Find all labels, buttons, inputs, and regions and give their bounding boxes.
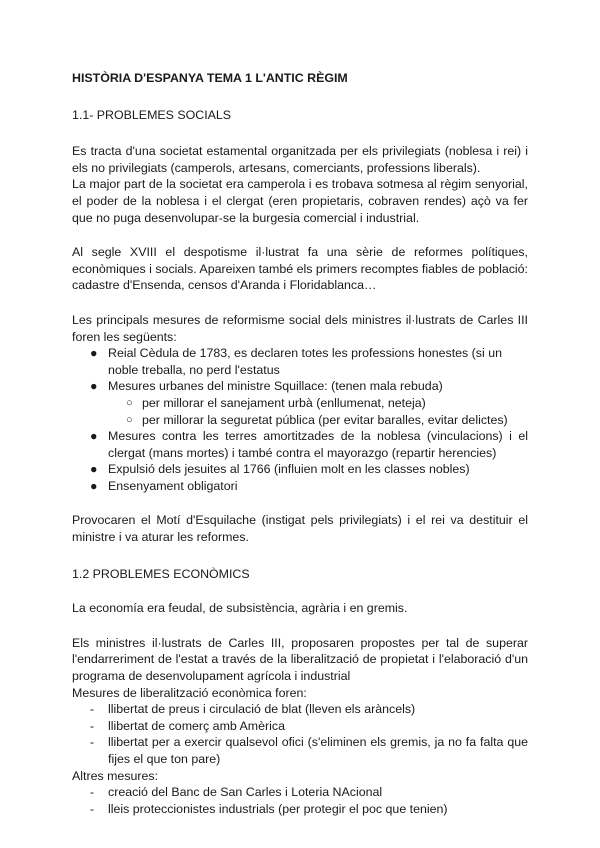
bullet-marker: ● xyxy=(90,429,98,444)
sub-list-item-text: per millorar la seguretat pública (per evitar baralles, evitar delictes) xyxy=(142,412,508,427)
list-item xyxy=(90,378,528,428)
list-item-text: llibertat per a exercir qualsevol ofici (s'eliminen els gremis, ja no fa falta que fijes el que ton pare) xyxy=(108,735,528,766)
paragraph-mesures-reformisme: Les principals mesures de reformisme social dels ministres il·lustrats de Carles III foren les següents: xyxy=(72,312,528,344)
list-item xyxy=(90,734,528,767)
list-item-text: llibertat de comerç amb Amèrica xyxy=(108,718,285,733)
list-item xyxy=(90,718,528,735)
list-item-text: creació del Banc de San Carles i Loteria NAcional xyxy=(108,785,383,800)
bullet-marker: ● xyxy=(90,462,98,477)
sub-bullet-marker: ○ xyxy=(126,413,133,426)
list-item-text: Expulsió dels jesuites al 1766 (influien molt en les classes nobles) xyxy=(108,462,470,477)
paragraph-despotisme-illustrat: Al segle XVIII el despotisme il·lustrat fa una sèrie de reformes polítiques, econòmiques i socials. Apareixen també els primers recomptes fiables de població: cadastre d'Ensenda, censos d'Aranda i Floridablanca… xyxy=(72,245,528,293)
list-item xyxy=(90,478,528,495)
paragraph-societat-camperola: La major part de la societat era camperola i es trobava sotmesa al règim senyorial, el poder de la noblesa i el clergat (eren propietaris, cobraven rendes) açò va fer que no puga desenvolupar-se la burgesia comercial i industrial. xyxy=(72,177,528,225)
section-heading-problemes-socials: 1.1- PROBLEMES SOCIALS xyxy=(72,107,232,122)
bullet-marker: ● xyxy=(90,346,98,361)
list-item-text: llibertat de preus i circulació de blat (lleven els aràncels) xyxy=(108,702,416,717)
paragraph-societat-estamental: Es tracta d'una societat estamental organitzada per els privilegiats (noblesa i rei) i els no privilegiats (camperols, artesans, comerciants, professions liberals). xyxy=(72,144,528,175)
dash-marker: - xyxy=(90,718,95,733)
dash-marker: - xyxy=(90,801,95,816)
dash-list-liberalitzacio xyxy=(72,701,528,767)
paragraph-ministres-illustrats: Els ministres il·lustrats de Carles III, proposaren propostes per tal de superar l'endarreriment de l'estat a través de la liberalització de propietat i l'elaboració d'un programa de desenvolupament agrícola i industrial xyxy=(72,635,528,684)
list-item xyxy=(90,784,528,801)
bullet-marker: ● xyxy=(90,478,98,493)
list-item xyxy=(90,428,528,461)
list-item-text: Mesures urbanes del ministre Squillace: (tenen mala rebuda) xyxy=(108,379,443,394)
list-item-text: lleis proteccionistes industrials (per protegir el poc que tenien) xyxy=(108,801,448,816)
sub-list-item xyxy=(126,395,528,412)
sub-list-squillace xyxy=(108,395,528,428)
list-item-text: Reial Cèdula de 1783, es declaren totes les professions honestes (si un noble treballa, no perd l'estatus xyxy=(108,346,502,377)
dash-list-altres xyxy=(72,784,528,817)
list-item xyxy=(90,701,528,718)
list-item-text: Mesures contra les terres amortitzades de la noblesa (vinculacions) i el clergat (mans mortes) i també contra el mayorazgo (repartir herencies) xyxy=(108,429,528,460)
list-item xyxy=(90,801,528,818)
bullet-marker: ● xyxy=(90,379,98,394)
paragraph-economia-feudal: La economía era feudal, de subsistència, agrària i en gremis. xyxy=(72,601,408,616)
sub-bullet-marker: ○ xyxy=(126,396,133,409)
section-heading-problemes-economics: 1.2 PROBLEMES ECONÒMICS xyxy=(72,566,250,581)
dash-marker: - xyxy=(90,735,95,750)
list-item xyxy=(90,461,528,478)
list-item xyxy=(90,345,528,378)
paragraph-mesures-liberalitzacio: Mesures de liberalització econòmica foren: xyxy=(72,685,307,700)
sub-list-item-text: per millorar el sanejament urbà (enllumenat, neteja) xyxy=(142,395,426,410)
document-title: HISTÒRIA D'ESPANYA TEMA 1 L'ANTIC RÈGIM xyxy=(72,71,348,85)
list-item-text: Ensenyament obligatori xyxy=(108,478,238,493)
sub-list-item xyxy=(126,412,528,429)
paragraph-altres-mesures: Altres mesures: xyxy=(72,768,159,783)
dash-marker: - xyxy=(90,702,95,717)
paragraph-moti-esquilache: Provocaren el Motí d'Esquilache (instigat pels privilegiats) i el rei va destituir el ministre i va aturar les reformes. xyxy=(72,513,528,545)
bullet-list-reformes xyxy=(72,345,528,494)
dash-marker: - xyxy=(90,785,95,800)
